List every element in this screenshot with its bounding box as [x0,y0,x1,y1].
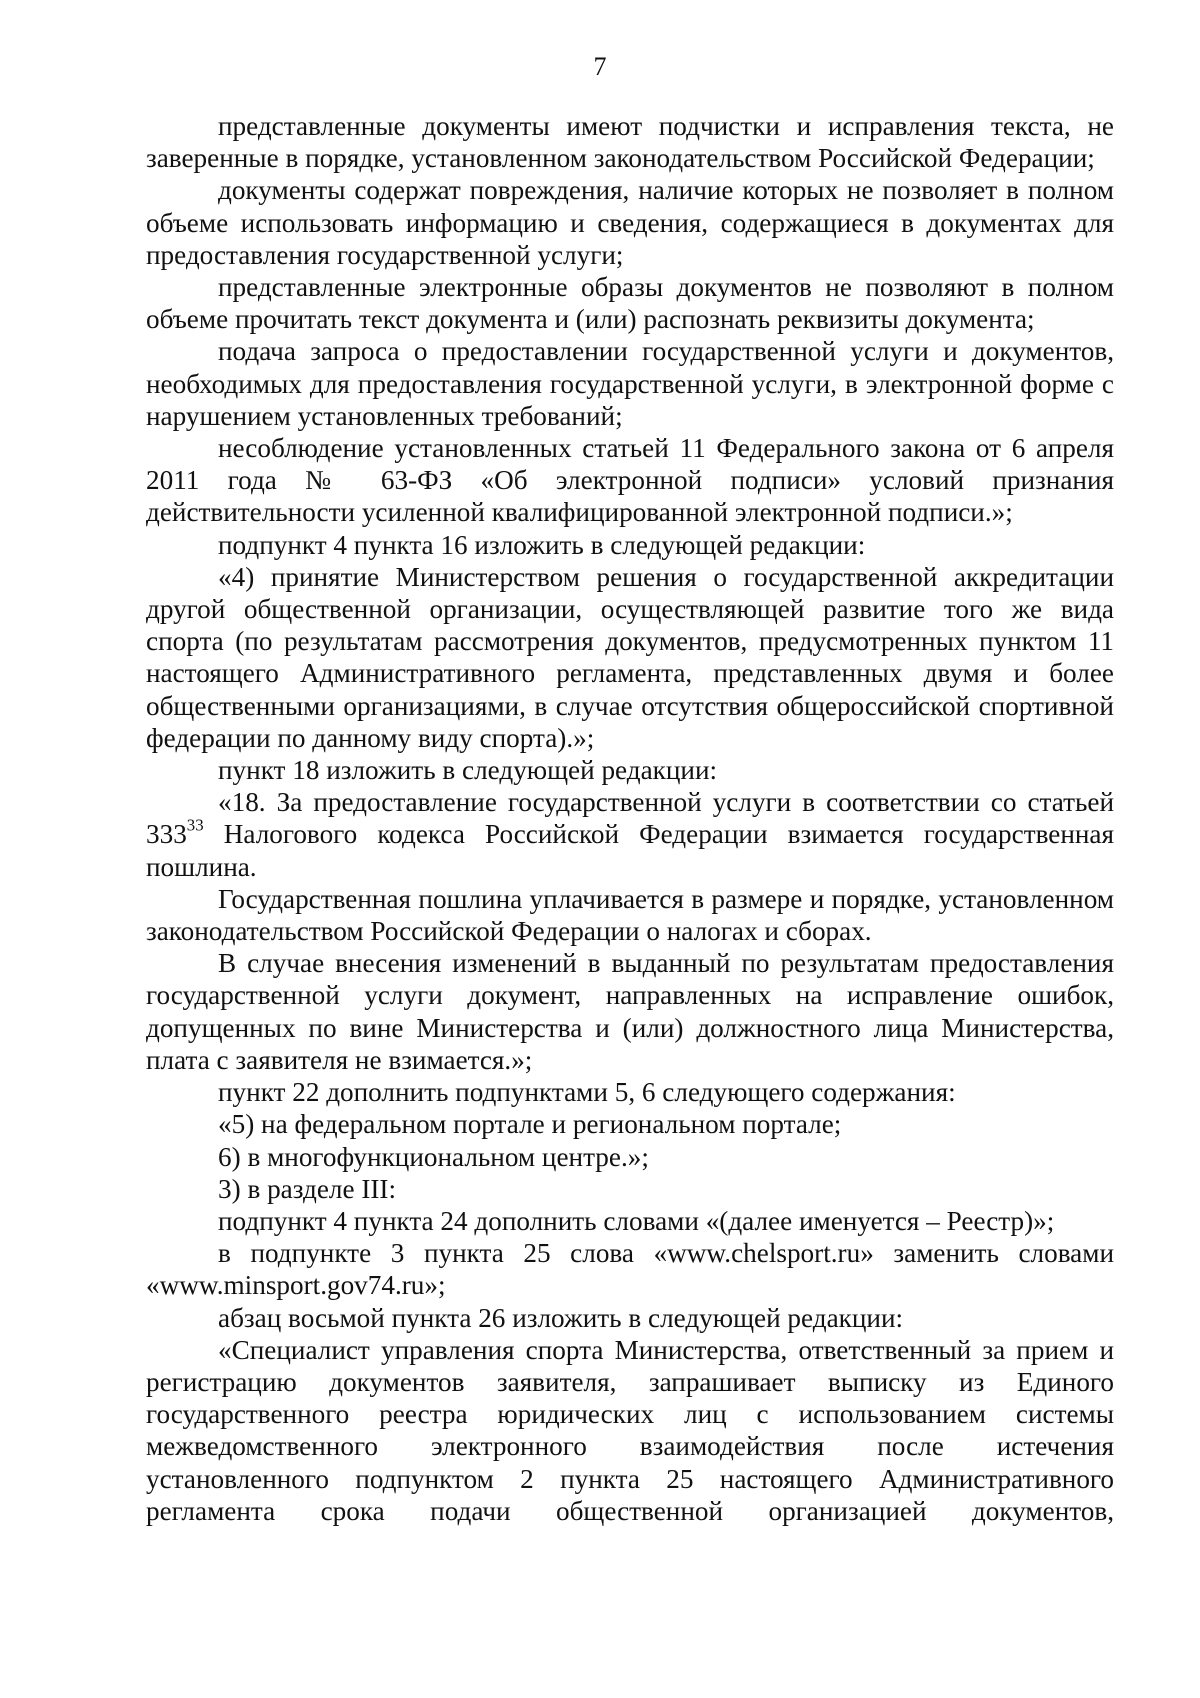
paragraph: 3) в разделе III: [218,1173,397,1204]
paragraph: «4) принятие Министерством решения о государственной аккредитации другой общественной организации, осуществляющей развитие того же вида спорта (по результатам рассмотрения документов, предусмотренных пунктом 11 настоящего Административного регламента, представленных двумя и более общественными организациями, в случае отсутствия общероссийской спортивной федерации по данному виду спорта).»; [146,561,1114,753]
page-number: 7 [593,52,607,81]
paragraph: «5) на федеральном портале и региональном портале; [218,1109,842,1140]
paragraph: «Специалист управления спорта Министерства, ответственный за прием и регистрацию документов заявителя, запрашивает выписку из Единого государственного реестра юридических лиц с использованием системы межведомственного электронного взаимодействия после истечения установленного подпунктом 2 пункта 25 настоящего Административного регламента срока подачи общественной организацией документов, [146,1334,1114,1526]
paragraph: несоблюдение установленных статьей 11 Федерального закона от 6 апреля 2011 года № 63-ФЗ «Об электронной подписи» условий признания действительности усиленной квалифицированной электронной подписи.»; [146,433,1114,528]
paragraph: 6) в многофункциональном центре.»; [218,1141,649,1172]
paragraph: подпункт 4 пункта 16 изложить в следующей редакции: [218,529,866,560]
paragraph-text: «18. За предоставление государственной услуги в соответствии со статьей 333 [146,787,1114,850]
paragraph: пункт 22 дополнить подпунктами 5, 6 следующего содержания: [218,1077,956,1108]
paragraph: подача запроса о предоставлении государственной услуги и документов, необходимых для предоставления государственной услуги, в электронной форме с нарушением установленных требований; [146,336,1114,431]
paragraph-text: Налогового кодекса Российской Федерации взимается государственная пошлина. [146,819,1114,882]
superscript: 33 [186,815,204,835]
paragraph: представленные электронные образы документов не позволяют в полном объеме прочитать текст документа и (или) распознать реквизиты документа; [146,272,1114,335]
paragraph: пункт 18 изложить в следующей редакции: [218,755,718,786]
document-body [146,110,1114,1527]
paragraph: Государственная пошлина уплачивается в размере и порядке, установленном законодательством Российской Федерации о налогах и сборах. [146,883,1114,947]
paragraph: абзац восьмой пункта 26 изложить в следующей редакции: [218,1302,904,1333]
paragraph: в подпункте 3 пункта 25 слова «www.chelsport.ru» заменить словами «www.minsport.gov74.ru»; [146,1238,1114,1301]
paragraph-article-18 [146,786,1114,883]
paragraph: подпункт 4 пункта 24 дополнить словами «(далее именуется – Реестр)»; [218,1205,1055,1236]
paragraph: В случае внесения изменений в выданный по результатам предоставления государственной услуги документ, направленных на исправление ошибок, допущенных по вине Министерства и (или) должностного лица Министерства, плата с заявителя не взимается.»; [146,948,1114,1075]
paragraph: представленные документы имеют подчистки и исправления текста, не заверенные в порядке, установленном законодательством Российской Федерации; [146,111,1114,174]
paragraph: документы содержат повреждения, наличие которых не позволяет в полном объеме использовать информацию и сведения, содержащиеся в документах для предоставления государственной услуги; [146,175,1114,270]
